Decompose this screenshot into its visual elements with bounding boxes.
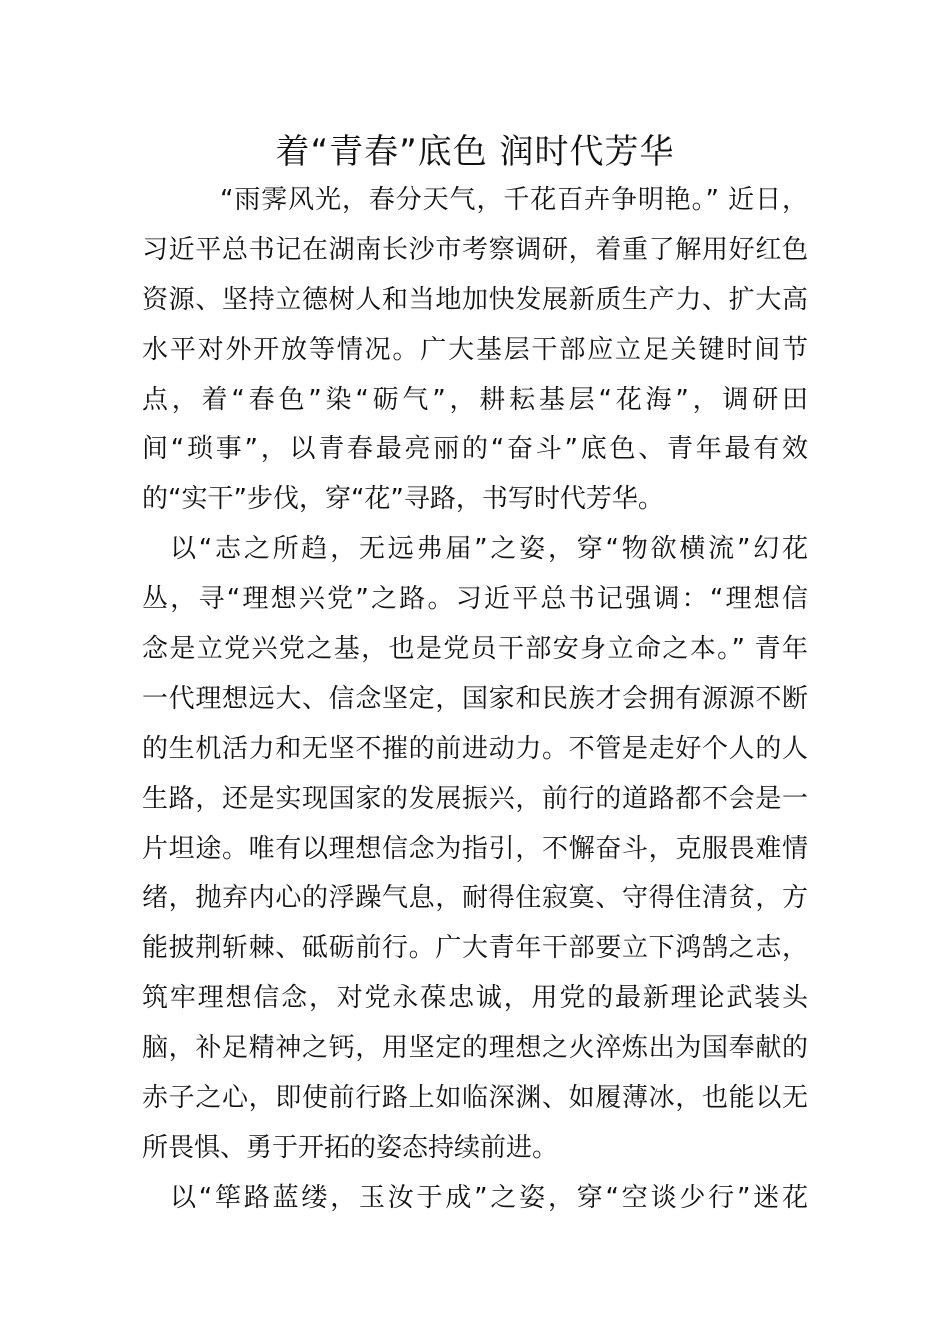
paragraph-1-line-6: 间“琐事”，以青春最亮丽的“奋斗”底色、青年最有效 [142, 434, 808, 465]
paragraph-1-line-1: “雨霁风光，春分天气，千花百卉争明艳。” 近日， [220, 185, 808, 215]
paragraph-2-line-13: 所畏惧、勇于开拓的姿态持续前进。 [142, 1132, 559, 1163]
paragraph-2-line-11: 脑，补足精神之钙，用坚定的理想之火淬炼出为国奉献的 [142, 1033, 808, 1064]
paragraph-2-line-1: 以“志之所趋，无远弗届”之姿，穿“物欲横流”幻花 [170, 534, 808, 565]
paragraph-1-line-2: 习近平总书记在湖南长沙市考察调研，着重了解用好红色 [142, 234, 808, 265]
paragraph-2-line-12: 赤子之心，即使前行路上如临深渊、如履薄冰，也能以无 [142, 1083, 808, 1114]
page-title: 着“青春”底色 润时代芳华 [275, 132, 675, 172]
paragraph-2-line-10: 筑牢理想信念，对党永葆忠诚，用党的最新理论武装头 [142, 983, 808, 1014]
paragraph-3-line-1: 以“筚路蓝缕，玉汝于成”之姿，穿“空谈少行”迷花 [170, 1182, 808, 1213]
paragraph-1-line-5: 点，着“春色”染“砺气”，耕耘基层“花海”，调研田 [142, 384, 808, 415]
article-body [142, 176, 808, 1224]
paragraph-1-line-4: 水平对外开放等情况。广大基层干部应立足关键时间节 [142, 334, 808, 365]
paragraph-2-line-4: 一代理想远大、信念坚定，国家和民族才会拥有源源不断 [142, 683, 808, 714]
paragraph-2-line-9: 能披荆斩棘、砥砺前行。广大青年干部要立下鸿鹄之志， [142, 933, 808, 964]
paragraph-2-line-5: 的生机活力和无坚不摧的前进动力。不管是走好个人的人 [142, 733, 808, 764]
paragraph-1-line-7: 的“实干”步伐，穿“花”寻路，书写时代芳华。 [142, 484, 664, 515]
paragraph-1-line-3: 资源、坚持立德树人和当地加快发展新质生产力、扩大高 [142, 284, 808, 315]
paragraph-2-line-7: 片坦途。唯有以理想信念为指引，不懈奋斗，克服畏难情 [142, 833, 808, 864]
paragraph-2-line-6: 生路，还是实现国家的发展振兴，前行的道路都不会是一 [142, 783, 808, 814]
paragraph-2-line-2: 丛，寻“理想兴党”之路。习近平总书记强调：“理想信 [142, 584, 808, 615]
paragraph-2-line-8: 绪，抛弃内心的浮躁气息，耐得住寂寞、守得住清贫，方 [142, 883, 808, 914]
paragraph-2-line-3: 念是立党兴党之基，也是党员干部安身立命之本。” 青年 [142, 634, 808, 665]
